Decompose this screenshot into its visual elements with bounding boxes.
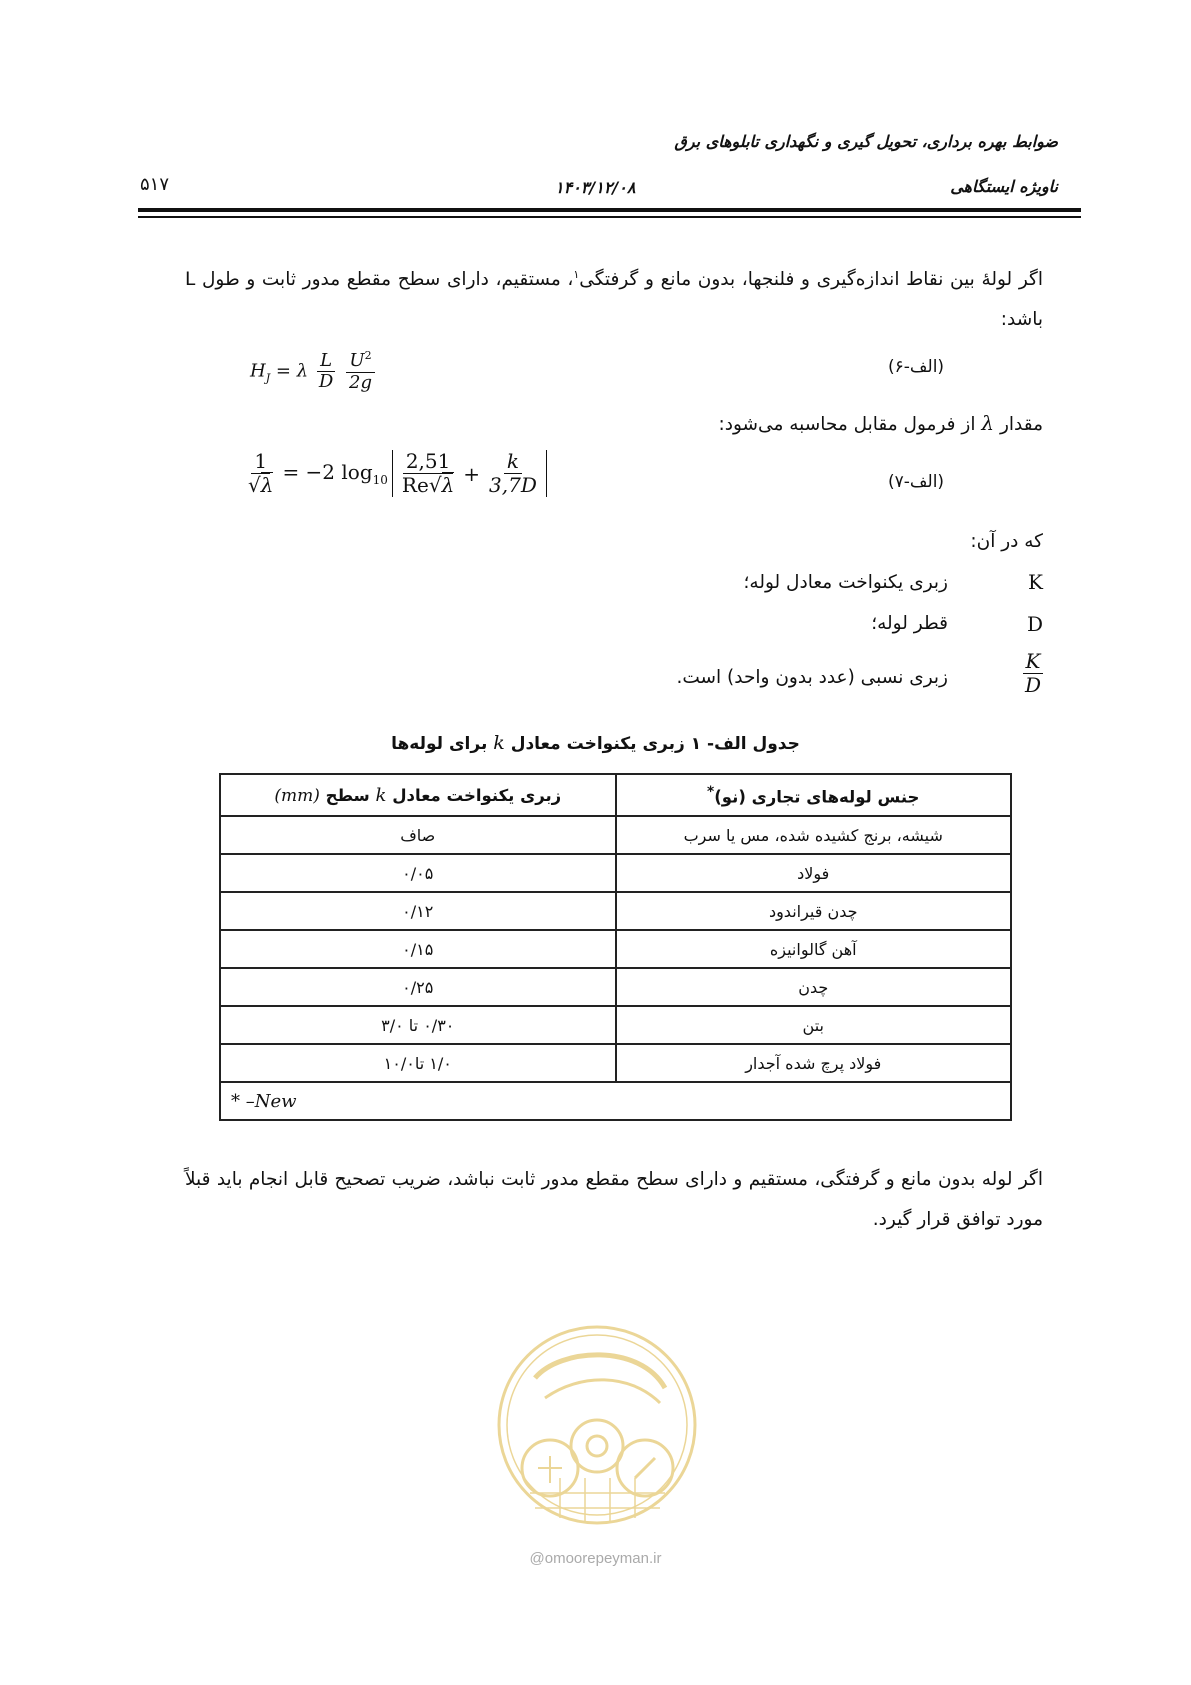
eq7-t2-den: 3,7D: [489, 473, 537, 497]
eq7-t1-den: Re√λ: [401, 473, 455, 497]
document-title: ضوابط بهره برداری، تحویل گیری و نگهداری تابلوهای برق: [674, 132, 1058, 151]
footnote-mark: ۱: [573, 268, 580, 281]
where-kd-num: K: [1023, 650, 1044, 674]
eq7-bracket: [392, 450, 547, 497]
where-intro: که در آن:: [970, 531, 1043, 552]
eq7-lhs-num: 1: [251, 450, 270, 474]
lambda-symbol: λ: [981, 411, 995, 435]
eq6-f1-den: D: [318, 371, 334, 393]
eq7-coefficient: = −2 $\log_{10}$: [282, 460, 388, 487]
table-row: [220, 968, 1011, 1006]
header-material: جنس لوله‌های تجاری (نو)*: [616, 774, 1012, 816]
eq6-f2-num: $U^2$: [346, 350, 374, 373]
header-roughness: زبری یکنواخت معادل k سطح (mm): [220, 774, 616, 816]
where-desc-kd: زبری نسبی (عدد بدون واحد) است.: [676, 667, 948, 688]
table-row: [220, 854, 1011, 892]
header-date: ۱۴۰۳/۱۲/۰۸: [555, 178, 636, 197]
where-symbol-d: D: [1026, 612, 1043, 636]
lambda-pre: مقدار: [999, 414, 1043, 435]
eq6-f1-num: L: [317, 351, 335, 373]
eq6-lambda: λ: [296, 360, 309, 382]
lambda-post: از فرمول مقابل محاسبه می‌شود:: [718, 414, 976, 435]
header-rule-thick: [138, 208, 1081, 212]
where-desc-d: قطر لوله؛: [871, 613, 948, 634]
cell-roughness: ۰/۰۵: [220, 854, 616, 892]
table-row: [220, 930, 1011, 968]
page-number: ۵۱۷: [140, 174, 170, 195]
eq7-term2-fraction: [486, 450, 540, 497]
equation-6: [250, 350, 377, 393]
table-row: [220, 816, 1011, 854]
equation-6-label: (الف-۶): [888, 357, 945, 377]
table-header-row: [220, 774, 1011, 816]
where-kd-den: D: [1024, 673, 1041, 697]
eq6-lhs: H: [250, 360, 266, 382]
table-footnote: * –New: [220, 1082, 1011, 1120]
closing-paragraph: اگر لوله بدون مانع و گرفتگی، مستقیم و دارای سطح مقطع مدور ثابت نباشد، ضریب تصحیح قابل انجام باید قبلاً مورد توافق قرار گیرد.: [185, 1169, 1043, 1230]
cell-roughness: ۰/۲۵: [220, 968, 616, 1006]
watermark-url: @omoorepeyman.ir: [529, 1550, 662, 1567]
roughness-table: [219, 773, 1012, 1121]
cell-material: چدن قیراندود: [616, 892, 1012, 930]
section-name: ناویژه ایستگاهی: [950, 177, 1058, 196]
where-symbol-k: K: [1028, 570, 1043, 594]
intro-text-a: اگر لولهٔ بین نقاط اندازه‌گیری و فلنجها، بدون مانع و گرفتگی: [579, 269, 1043, 291]
where-symbol-k-over-d: [1020, 650, 1046, 697]
caption-k: k: [493, 732, 505, 754]
cell-material: فولاد پرچ شده آجدار: [616, 1044, 1012, 1082]
eq7-lhs-den: √λ: [248, 473, 274, 497]
cell-roughness: ۰/۱۲: [220, 892, 616, 930]
eq7-t1-num: 2,51: [403, 450, 454, 474]
cell-roughness: ۰/۱۵: [220, 930, 616, 968]
eq6-fraction-u-2g: [346, 350, 375, 393]
intro-paragraph: [185, 255, 1043, 340]
cell-material: چدن: [616, 968, 1012, 1006]
lambda-sentence: [719, 411, 1044, 435]
table-row: [220, 1044, 1011, 1082]
eq6-f2-den: 2g: [349, 371, 372, 393]
cell-material: بتن: [616, 1006, 1012, 1044]
eq7-term1-fraction: [399, 450, 457, 497]
eq6-equals: =: [275, 360, 291, 382]
equation-7: [243, 450, 547, 497]
eq6-fraction-l-d: [316, 351, 336, 393]
table-caption: جدول الف- ۱ زبری یکنواخت معادل k برای لوله‌ها: [391, 732, 800, 754]
table-footnote-row: [220, 1082, 1011, 1120]
eq6-lhs-sub: J: [265, 371, 271, 385]
table-row: [220, 892, 1011, 930]
equation-7-label: (الف-۷): [888, 472, 945, 492]
cell-material: شیشه، برنج کشیده شده، مس یا سرب: [616, 816, 1012, 854]
header-rule-thin: [138, 216, 1081, 218]
cell-roughness: ۱/۰ تا۱۰/۰: [220, 1044, 616, 1082]
eq7-t2-num: k: [504, 450, 522, 474]
watermark-seal: [490, 1318, 705, 1533]
intro-text-b: ، مستقیم، دارای سطح مقطع مدور ثابت و طول L باشد:: [185, 269, 1043, 331]
cell-roughness: صاف: [220, 816, 616, 854]
cell-material: فولاد: [616, 854, 1012, 892]
eq7-lhs-fraction: [245, 450, 276, 497]
cell-roughness: ۰/۳۰ تا ۳/۰: [220, 1006, 616, 1044]
cell-material: آهن گالوانیزه: [616, 930, 1012, 968]
where-desc-k: زبری یکنواخت معادل لوله؛: [743, 572, 948, 593]
table-row: [220, 1006, 1011, 1044]
seal-graphic: [490, 1318, 705, 1533]
eq7-plus: +: [463, 461, 481, 486]
